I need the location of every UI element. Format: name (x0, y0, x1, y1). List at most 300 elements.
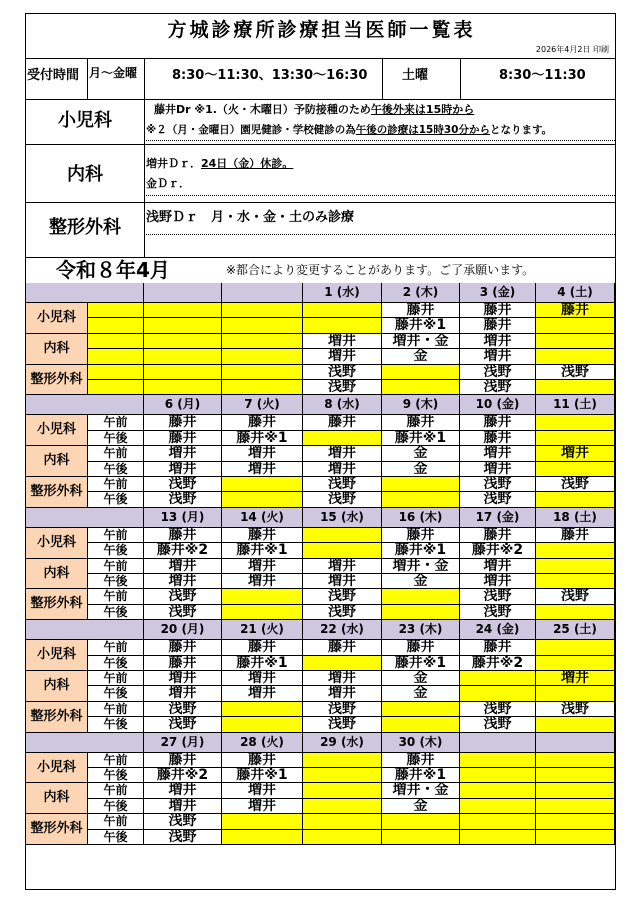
schedule-cell (88, 431, 144, 446)
session-label: 午前 (88, 671, 144, 686)
dept-label: 整形外科 (26, 589, 88, 620)
schedule-cell (536, 492, 615, 507)
schedule-cell: 藤井 (222, 640, 303, 655)
schedule-cell: 藤井 (144, 431, 222, 446)
schedule-cell: 藤井※2 (144, 768, 222, 783)
dept-pediatrics: 小児科 (58, 110, 112, 131)
schedule-cell: 浅野 (144, 477, 222, 492)
schedule-cell (88, 686, 144, 701)
schedule-cell (88, 462, 144, 477)
schedule-page (25, 13, 616, 890)
schedule-cell (382, 605, 460, 620)
saturday-label: 土曜 (402, 68, 429, 83)
schedule-cell: 藤井※1 (382, 768, 460, 783)
schedule-cell (88, 799, 144, 814)
schedule-cell: 浅野 (460, 380, 536, 395)
date-header: 22 (水) (303, 620, 382, 640)
schedule-cell (536, 605, 615, 620)
dept-label: 内科 (26, 783, 88, 814)
schedule-cell (88, 365, 144, 380)
session-label: 午前 (88, 783, 144, 798)
schedule-cell (222, 814, 303, 829)
schedule-cell: 増井 (460, 462, 536, 477)
schedule-cell (536, 686, 615, 701)
date-header: 21 (火) (222, 620, 303, 640)
schedule-cell (88, 605, 144, 620)
schedule-cell (382, 702, 460, 717)
pediatrics-note-1: 藤井Dr ※1.（火・木曜日）予防接種のため午後外来は15時から (154, 103, 475, 116)
session-label: 午前 (88, 814, 144, 829)
schedule-cell: 藤井※2 (460, 543, 536, 558)
schedule-cell (303, 753, 382, 768)
schedule-cell (222, 702, 303, 717)
schedule-grid (26, 283, 615, 889)
schedule-cell: 浅野 (536, 702, 615, 717)
schedule-cell: 浅野 (303, 717, 382, 732)
schedule-cell: 増井 (144, 462, 222, 477)
session-label: 午後 (88, 830, 144, 845)
schedule-cell: 浅野 (536, 589, 615, 604)
session-label: 午前 (88, 753, 144, 768)
schedule-cell: 藤井 (536, 303, 615, 318)
schedule-cell: 金 (382, 349, 460, 364)
schedule-cell (88, 334, 144, 349)
schedule-cell: 増井 (222, 446, 303, 461)
schedule-cell: 増井・金 (382, 783, 460, 798)
schedule-cell (222, 477, 303, 492)
schedule-cell (222, 605, 303, 620)
schedule-cell: 浅野 (460, 492, 536, 507)
date-header (144, 283, 222, 303)
schedule-cell: 増井 (303, 671, 382, 686)
session-label: 午前 (88, 640, 144, 655)
schedule-cell (382, 589, 460, 604)
schedule-cell: 増井 (222, 462, 303, 477)
schedule-cell: 浅野 (303, 365, 382, 380)
schedule-cell: 藤井 (144, 528, 222, 543)
date-header: 23 (木) (382, 620, 460, 640)
date-header (88, 620, 144, 640)
schedule-cell (382, 477, 460, 492)
date-header: 20 (月) (144, 620, 222, 640)
schedule-cell: 増井 (303, 686, 382, 701)
dept-orthopedics: 整形外科 (49, 217, 121, 238)
schedule-cell (303, 768, 382, 783)
date-header: 27 (月) (144, 733, 222, 753)
schedule-cell: 藤井 (303, 415, 382, 430)
schedule-cell (88, 702, 144, 717)
schedule-cell: 藤井 (303, 640, 382, 655)
schedule-cell (88, 640, 144, 655)
schedule-cell: 浅野 (303, 589, 382, 604)
schedule-cell: 浅野 (460, 477, 536, 492)
schedule-cell: 浅野 (460, 702, 536, 717)
schedule-cell: 金 (382, 799, 460, 814)
schedule-cell (536, 753, 615, 768)
schedule-cell (382, 492, 460, 507)
date-header (88, 283, 144, 303)
session-label: 午前 (88, 415, 144, 430)
schedule-cell: 浅野 (144, 717, 222, 732)
schedule-cell (303, 814, 382, 829)
schedule-cell (88, 415, 144, 430)
schedule-cell (88, 671, 144, 686)
schedule-cell (144, 349, 222, 364)
schedule-cell: 藤井※1 (382, 318, 460, 333)
schedule-cell (222, 318, 303, 333)
schedule-cell (144, 303, 222, 318)
schedule-cell (460, 799, 536, 814)
schedule-cell: 藤井 (460, 415, 536, 430)
schedule-cell: 浅野 (460, 589, 536, 604)
schedule-cell: 藤井 (222, 528, 303, 543)
schedule-cell: 藤井 (144, 656, 222, 671)
schedule-cell (382, 380, 460, 395)
schedule-cell (88, 656, 144, 671)
schedule-cell (536, 814, 615, 829)
dept-label: 内科 (26, 446, 88, 477)
schedule-cell (88, 717, 144, 732)
schedule-cell: 増井・金 (382, 559, 460, 574)
schedule-cell: 藤井※1 (222, 656, 303, 671)
schedule-cell: 増井 (144, 559, 222, 574)
schedule-cell: 藤井 (382, 640, 460, 655)
schedule-cell (222, 365, 303, 380)
session-label: 午後 (88, 462, 144, 477)
schedule-cell (144, 380, 222, 395)
session-label: 午後 (88, 717, 144, 732)
date-header: 7 (火) (222, 395, 303, 415)
schedule-cell: 浅野 (144, 589, 222, 604)
schedule-cell: 浅野 (303, 477, 382, 492)
schedule-cell: 増井 (460, 446, 536, 461)
date-header: 28 (火) (222, 733, 303, 753)
schedule-cell: 浅野 (303, 380, 382, 395)
dept-label: 整形外科 (26, 702, 88, 733)
schedule-cell (303, 528, 382, 543)
dept-label: 小児科 (26, 753, 88, 784)
schedule-cell (88, 477, 144, 492)
schedule-cell (88, 492, 144, 507)
schedule-cell (536, 656, 615, 671)
internal-note-1: 増井Ｄｒ．24日（金）休診。 (146, 157, 294, 170)
dept-label: 内科 (26, 334, 88, 365)
schedule-cell: 増井 (222, 671, 303, 686)
schedule-cell (303, 318, 382, 333)
schedule-cell: 藤井 (536, 528, 615, 543)
schedule-cell: 浅野 (460, 605, 536, 620)
schedule-cell (88, 814, 144, 829)
schedule-cell (536, 574, 615, 589)
month-title: 令和８年4月 (56, 258, 170, 282)
print-date: 2026年4月2日 印刷 (535, 45, 609, 54)
date-header: 11 (土) (536, 395, 615, 415)
schedule-cell: 金 (382, 462, 460, 477)
schedule-cell: 増井 (144, 783, 222, 798)
session-label: 午後 (88, 543, 144, 558)
internal-note-2: 金Ｄｒ． (146, 177, 190, 190)
date-header: 18 (土) (536, 508, 615, 528)
schedule-cell: 藤井※1 (382, 431, 460, 446)
session-label: 午後 (88, 768, 144, 783)
session-label: 午後 (88, 656, 144, 671)
schedule-cell (536, 543, 615, 558)
schedule-cell (88, 768, 144, 783)
schedule-cell (460, 830, 536, 845)
date-header: 15 (水) (303, 508, 382, 528)
schedule-cell: 藤井 (382, 753, 460, 768)
reception-label: 受付時間 (27, 68, 80, 83)
schedule-cell (536, 334, 615, 349)
date-header (222, 283, 303, 303)
schedule-cell (222, 380, 303, 395)
session-label: 午前 (88, 528, 144, 543)
dept-label: 小児科 (26, 640, 88, 671)
dept-label: 整形外科 (26, 477, 88, 508)
schedule-cell: 増井 (222, 559, 303, 574)
schedule-cell: 浅野 (144, 702, 222, 717)
schedule-cell (536, 717, 615, 732)
schedule-cell (536, 415, 615, 430)
schedule-cell (536, 318, 615, 333)
schedule-cell (536, 349, 615, 364)
date-header: 10 (金) (460, 395, 536, 415)
schedule-cell: 増井 (222, 574, 303, 589)
schedule-cell (222, 717, 303, 732)
schedule-cell: 浅野 (303, 605, 382, 620)
schedule-cell (222, 492, 303, 507)
session-label: 午後 (88, 686, 144, 701)
schedule-cell (144, 334, 222, 349)
schedule-cell (144, 318, 222, 333)
schedule-cell (382, 365, 460, 380)
schedule-cell (222, 830, 303, 845)
schedule-cell: 金 (382, 671, 460, 686)
dept-internal: 内科 (67, 164, 103, 185)
date-header (460, 733, 536, 753)
schedule-cell (303, 799, 382, 814)
dept-label: 内科 (26, 559, 88, 590)
schedule-cell (536, 462, 615, 477)
schedule-cell: 金 (382, 686, 460, 701)
month-note: ※都合により変更することがあります。ご了承願います。 (226, 263, 535, 277)
date-header: 3 (金) (460, 283, 536, 303)
schedule-cell: 浅野 (303, 702, 382, 717)
schedule-cell: 増井 (303, 349, 382, 364)
schedule-cell (460, 783, 536, 798)
schedule-cell: 藤井 (222, 415, 303, 430)
date-header: 30 (木) (382, 733, 460, 753)
dept-label: 内科 (26, 671, 88, 702)
schedule-cell (222, 303, 303, 318)
schedule-cell (303, 543, 382, 558)
schedule-cell (144, 365, 222, 380)
date-header: 16 (木) (382, 508, 460, 528)
date-header (88, 395, 144, 415)
schedule-cell (303, 830, 382, 845)
schedule-cell: 藤井 (382, 303, 460, 318)
schedule-cell (222, 334, 303, 349)
schedule-cell: 増井 (460, 334, 536, 349)
schedule-cell (88, 559, 144, 574)
schedule-cell: 増井 (303, 574, 382, 589)
schedule-cell: 藤井 (460, 528, 536, 543)
date-header: 4 (土) (536, 283, 615, 303)
session-label: 午後 (88, 431, 144, 446)
schedule-cell: 増井 (536, 446, 615, 461)
schedule-cell (382, 830, 460, 845)
session-label: 午後 (88, 605, 144, 620)
schedule-cell: 藤井 (144, 415, 222, 430)
schedule-cell (536, 559, 615, 574)
schedule-cell: 藤井 (460, 303, 536, 318)
schedule-cell: 藤井※2 (460, 656, 536, 671)
schedule-cell (222, 349, 303, 364)
schedule-cell: 増井 (144, 574, 222, 589)
schedule-cell (460, 768, 536, 783)
dept-label: 整形外科 (26, 814, 88, 845)
dept-label: 整形外科 (26, 365, 88, 396)
schedule-cell (88, 543, 144, 558)
schedule-cell (222, 589, 303, 604)
schedule-cell (382, 814, 460, 829)
date-header: 8 (水) (303, 395, 382, 415)
schedule-cell: 増井 (144, 799, 222, 814)
schedule-cell: 増井 (536, 671, 615, 686)
schedule-cell: 増井・金 (382, 334, 460, 349)
saturday-hours: 8:30～11:30 (499, 68, 586, 83)
session-label: 午後 (88, 799, 144, 814)
schedule-cell: 浅野 (536, 477, 615, 492)
schedule-cell: 増井 (144, 686, 222, 701)
schedule-cell: 増井 (144, 671, 222, 686)
date-header: 13 (月) (144, 508, 222, 528)
session-label: 午後 (88, 492, 144, 507)
schedule-cell: 藤井※1 (222, 431, 303, 446)
schedule-cell: 増井 (460, 559, 536, 574)
schedule-cell: 浅野 (144, 814, 222, 829)
schedule-cell: 浅野 (303, 492, 382, 507)
schedule-cell (88, 589, 144, 604)
pediatrics-note-2: ※２（月・金曜日）園児健診・学校健診の為午後の診療は15時30分からとなります。 (146, 124, 553, 136)
schedule-cell: 増井 (222, 799, 303, 814)
schedule-cell (536, 768, 615, 783)
schedule-cell: 藤井※1 (382, 543, 460, 558)
schedule-cell: 増井 (144, 446, 222, 461)
schedule-cell: 浅野 (536, 365, 615, 380)
schedule-cell: 藤井 (382, 415, 460, 430)
schedule-cell: 浅野 (144, 492, 222, 507)
date-header: 1 (水) (303, 283, 382, 303)
schedule-cell: 金 (382, 574, 460, 589)
schedule-cell: 藤井 (460, 431, 536, 446)
dept-label: 小児科 (26, 303, 88, 334)
dept-label: 小児科 (26, 415, 88, 446)
schedule-cell: 浅野 (144, 605, 222, 620)
session-label: 午後 (88, 574, 144, 589)
date-header: 24 (金) (460, 620, 536, 640)
session-label: 午前 (88, 559, 144, 574)
date-header: 25 (土) (536, 620, 615, 640)
session-label: 午前 (88, 702, 144, 717)
schedule-cell: 金 (382, 446, 460, 461)
schedule-cell (88, 318, 144, 333)
session-label: 午前 (88, 477, 144, 492)
schedule-cell (536, 640, 615, 655)
schedule-cell (88, 380, 144, 395)
schedule-cell: 増井 (222, 783, 303, 798)
date-header (536, 733, 615, 753)
schedule-cell (460, 686, 536, 701)
date-header: 2 (木) (382, 283, 460, 303)
date-header: 29 (水) (303, 733, 382, 753)
page-title: 方城診療所診療担当医師一覧表 (167, 19, 476, 41)
schedule-cell: 浅野 (460, 365, 536, 380)
schedule-cell (88, 303, 144, 318)
schedule-cell: 藤井 (144, 640, 222, 655)
schedule-cell: 浅野 (144, 830, 222, 845)
schedule-cell (536, 783, 615, 798)
schedule-cell (88, 528, 144, 543)
schedule-cell (303, 431, 382, 446)
schedule-cell: 増井 (222, 686, 303, 701)
schedule-cell (460, 753, 536, 768)
schedule-cell (303, 656, 382, 671)
schedule-cell: 増井 (303, 462, 382, 477)
date-header: 14 (火) (222, 508, 303, 528)
schedule-cell (536, 799, 615, 814)
date-header (88, 508, 144, 528)
schedule-cell (88, 830, 144, 845)
schedule-cell: 浅野 (460, 717, 536, 732)
schedule-cell (303, 303, 382, 318)
schedule-cell (88, 753, 144, 768)
schedule-cell: 藤井 (144, 753, 222, 768)
dept-label: 小児科 (26, 528, 88, 559)
schedule-cell (536, 380, 615, 395)
date-header (88, 733, 144, 753)
date-header: 17 (金) (460, 508, 536, 528)
schedule-cell: 藤井※1 (222, 768, 303, 783)
schedule-cell: 藤井※2 (144, 543, 222, 558)
schedule-cell (88, 446, 144, 461)
weekday-hours: 8:30～11:30、13:30～16:30 (172, 68, 368, 83)
schedule-cell (88, 574, 144, 589)
schedule-cell: 増井 (303, 446, 382, 461)
schedule-cell (88, 349, 144, 364)
schedule-cell: 増井 (460, 349, 536, 364)
ortho-note-1: 浅野Ｄｒ 月・水・金・土のみ診療 (146, 210, 355, 225)
date-header: 6 (月) (144, 395, 222, 415)
schedule-cell: 藤井 (460, 318, 536, 333)
schedule-cell: 藤井※1 (382, 656, 460, 671)
schedule-cell: 増井 (303, 559, 382, 574)
schedule-cell (303, 783, 382, 798)
schedule-cell (88, 783, 144, 798)
schedule-cell: 藤井 (460, 640, 536, 655)
schedule-cell: 藤井※1 (222, 543, 303, 558)
session-label: 午前 (88, 446, 144, 461)
date-header: 9 (木) (382, 395, 460, 415)
schedule-cell: 藤井 (222, 753, 303, 768)
session-label: 午前 (88, 589, 144, 604)
schedule-cell (536, 830, 615, 845)
weekday-label: 月～金曜 (89, 66, 138, 80)
schedule-cell (382, 717, 460, 732)
schedule-cell (460, 814, 536, 829)
schedule-cell: 藤井 (382, 528, 460, 543)
schedule-cell: 増井 (303, 334, 382, 349)
